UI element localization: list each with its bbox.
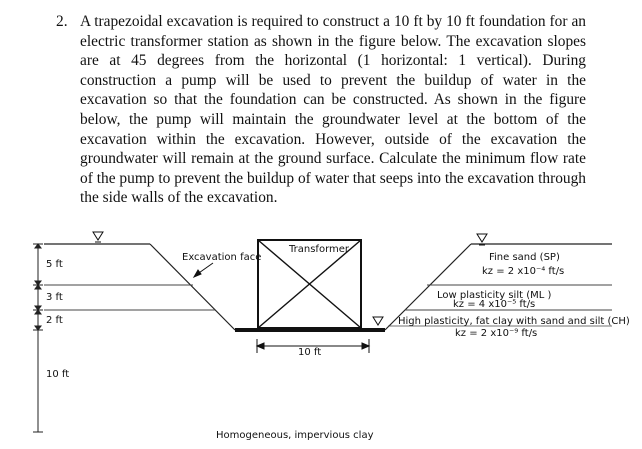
depth-scale [33, 244, 43, 432]
silt-permeability: kz = 4 x10⁻⁵ ft/s [453, 299, 536, 310]
bottom-layer-label: Homogeneous, impervious clay [216, 430, 374, 441]
clay-name: High plasticity, fat clay with sand and silt (CH) [398, 316, 630, 327]
depth-label-layer1: 5 ft [46, 259, 63, 270]
water-table-icon [373, 317, 383, 325]
depth-label-layer2: 3 ft [46, 292, 63, 303]
excavation-face-label: Excavation face [182, 252, 262, 263]
water-table-icon [93, 232, 103, 242]
pointer-arrow-icon [194, 263, 213, 277]
silt-name: Low plasticity silt (ML ) [437, 290, 552, 301]
problem-text: A trapezoidal excavation is required to construct a 10 ft by 10 ft foundation for an electric transformer station as shown in the figure below. The excavation slopes are at 45 degrees from the horizontal (1 horizontal: 1 vertical). During construction a pump will be used to prevent the buildup of water in the excavation so that the foundation can be constructed. As shown in the figure below, the pump will maintain the groundwater level at the bottom of the excavation within the excavation. However, outside of the excavation the groundwater will remain at the ground surface. Calculate the minimum flow rate of the pump to prevent the buildup of water that seeps into the excavation through the side walls of the excavation. [80, 13, 586, 207]
depth-label-layer3: 2 ft [46, 315, 63, 326]
depth-label-layer4: 10 ft [46, 369, 70, 380]
sand-permeability: kz = 2 x10⁻⁴ ft/s [482, 266, 565, 277]
water-table-icon [477, 234, 487, 245]
clay-permeability: kz = 2 x10⁻⁹ ft/s [455, 328, 538, 339]
problem-number: 2. [56, 13, 68, 30]
transformer-label: Transformer [289, 244, 350, 255]
sand-name: Fine sand (SP) [489, 252, 560, 263]
width-label: 10 ft [298, 347, 322, 358]
